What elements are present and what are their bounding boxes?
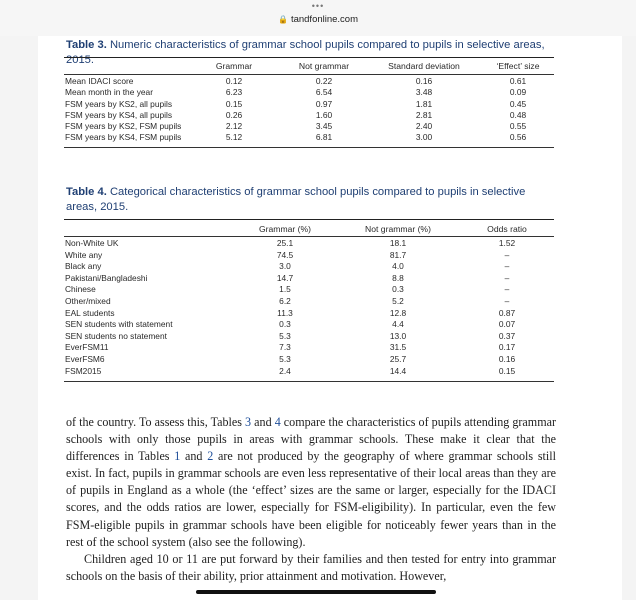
table3-col-std-dev: Standard deviation <box>388 61 460 71</box>
table-cell: 0.48 <box>509 109 527 120</box>
table-cell: 5.2 <box>392 295 404 306</box>
table-cell: 1.60 <box>315 109 333 120</box>
table-row <box>64 238 554 250</box>
table-cell: 6.81 <box>315 132 333 143</box>
row-label: FSM2015 <box>65 365 102 376</box>
table-cell: 0.12 <box>225 76 243 86</box>
row-label: Mean month in the year <box>65 87 153 98</box>
table-row <box>64 99 554 110</box>
p1-text-c: compare the characteristics of pupils attending grammar schools with only those pupils in areas with grammar schools. These make it clear that the differences in Tables <box>66 415 557 464</box>
paragraph-1 <box>66 414 556 551</box>
table-cell: 0.45 <box>509 98 527 109</box>
p1-text-a: of the country. To assess this, Tables <box>66 415 246 429</box>
table-row <box>64 366 554 378</box>
table3-header <box>64 61 554 74</box>
table-cell: 3.0 <box>279 261 291 272</box>
table-cell: 3.48 <box>415 87 433 98</box>
table-cell: 4.0 <box>392 261 404 272</box>
table4-col-grammar: Grammar (%) <box>258 224 312 234</box>
table-row <box>64 121 554 132</box>
row-label: EverFSM11 <box>65 342 109 353</box>
table-row <box>64 342 554 354</box>
table-cell: 4.4 <box>392 319 404 330</box>
table-cell: 2.81 <box>415 109 433 120</box>
p1-text-d: and <box>180 449 208 464</box>
table-row <box>64 273 554 285</box>
table-cell: 2.4 <box>279 365 291 376</box>
table-row <box>64 319 554 331</box>
table-cell: 5.12 <box>225 132 243 143</box>
table-cell: 0.15 <box>498 365 516 376</box>
table-cell: 0.55 <box>509 121 527 132</box>
table-row <box>64 261 554 273</box>
table-cell: – <box>504 284 510 295</box>
table-cell: 31.5 <box>389 342 407 353</box>
table-row <box>64 354 554 366</box>
table3-header-rule <box>64 74 554 75</box>
table-cell: 6.2 <box>279 295 291 306</box>
table-cell: 5.3 <box>279 353 291 364</box>
table-2-link[interactable]: 2 <box>207 449 214 464</box>
table-row <box>64 110 554 121</box>
url-text: tandfonline.com <box>290 14 359 25</box>
table-cell: 11.3 <box>277 307 293 318</box>
table-cell: – <box>504 261 510 272</box>
table-cell: 0.37 <box>498 330 516 341</box>
table-cell: 0.15 <box>225 98 243 109</box>
table3-bottom-rule <box>64 147 554 148</box>
table4-title: Categorical characteristics of grammar school pupils compared to pupils in selective areas, 2015. <box>66 186 526 213</box>
table-cell: 0.09 <box>509 87 527 98</box>
row-label: Mean IDACI score <box>65 76 134 86</box>
row-label: Black any <box>65 261 102 272</box>
table4-col-odds-ratio: Odds ratio <box>487 224 527 234</box>
table-cell: 25.7 <box>389 353 407 364</box>
table3-title: Numeric characteristics of grammar school pupils compared to pupils in selective areas, 2015. <box>66 39 545 66</box>
table-cell: – <box>504 249 510 260</box>
table-row <box>64 132 554 143</box>
row-label: Other/mixed <box>65 295 111 306</box>
table4-bottom-rule <box>64 381 554 382</box>
article-body <box>66 414 556 585</box>
table3-col-effect-size: ‘Effect’ size <box>496 61 540 71</box>
table-cell: 0.97 <box>315 98 333 109</box>
table-cell: 0.26 <box>225 109 243 120</box>
table4-label: Table 4. <box>66 186 107 198</box>
browser-menu-dots[interactable]: ••• <box>311 1 325 11</box>
table3-label: Table 3. <box>66 39 107 51</box>
table-cell: 18.1 <box>389 238 407 248</box>
table-cell: 6.54 <box>315 87 333 98</box>
table-1-link[interactable]: 1 <box>174 449 181 464</box>
row-label: Non-White UK <box>65 238 119 248</box>
table-row <box>64 250 554 262</box>
row-label: FSM years by KS2, FSM pupils <box>65 121 182 132</box>
table4-col-not-grammar: Not grammar (%) <box>365 224 431 234</box>
table-row <box>64 87 554 98</box>
row-label: SEN students with statement <box>65 319 173 330</box>
table-cell: 0.87 <box>498 307 516 318</box>
table-cell: 3.00 <box>415 132 433 143</box>
table-row <box>64 296 554 308</box>
table-cell: 0.22 <box>315 76 333 86</box>
table3-top-rule <box>64 57 554 58</box>
table-row <box>64 284 554 296</box>
table-cell: 1.5 <box>279 284 291 295</box>
paragraph-2: Children aged 10 or 11 are put forward by their families and then tested for entry into grammar schools on the basis of their ability, prior attainment and motivation. However, <box>66 551 556 583</box>
row-label: White any <box>65 249 103 260</box>
table-4-link[interactable]: 4 <box>274 415 281 429</box>
table-row <box>64 331 554 343</box>
table-cell: 0.3 <box>392 284 404 295</box>
table-cell: 1.81 <box>415 98 433 109</box>
table-cell: 7.3 <box>279 342 291 353</box>
table-cell: – <box>504 272 510 283</box>
lock-icon: 🔒 <box>277 15 288 24</box>
row-label: FSM years by KS4, all pupils <box>65 109 173 120</box>
table-cell: 0.16 <box>415 76 433 86</box>
home-indicator[interactable] <box>196 590 436 594</box>
table-3-link[interactable]: 3 <box>245 415 252 429</box>
p1-text-b: and <box>251 415 275 429</box>
table-cell: 12.8 <box>389 307 407 318</box>
row-label: EAL students <box>65 307 115 318</box>
table4-body <box>64 238 554 377</box>
row-label: Pakistani/Bangladeshi <box>65 272 148 283</box>
row-label: SEN students no statement <box>65 330 167 341</box>
table4-top-rule <box>64 219 554 220</box>
table4-header-rule <box>64 236 554 237</box>
table-cell: 6.23 <box>225 87 243 98</box>
table-cell: 14.4 <box>389 365 407 376</box>
table-cell: 2.40 <box>415 121 433 132</box>
table-row <box>64 76 554 87</box>
right-margin <box>622 36 636 600</box>
table3-body <box>64 76 554 144</box>
table-cell: 0.07 <box>498 319 516 330</box>
table-cell: 0.61 <box>509 76 527 86</box>
table-cell: 1.52 <box>498 238 516 248</box>
table-row <box>64 308 554 320</box>
browser-address-bar <box>0 0 636 36</box>
table-cell: 25.1 <box>276 238 294 248</box>
table-cell: 74.5 <box>276 249 294 260</box>
table-cell: 8.8 <box>392 272 404 283</box>
table-cell: 0.3 <box>279 319 291 330</box>
table-cell: 13.0 <box>389 330 407 341</box>
p1-text-e: are not produced by the geography of where grammar schools still exist. In fact, pupils in grammar schools are even less representative of their local areas than they are of pupils in England as a whole (the ‘effect’ sizes are the same or larger, especially for the IDACI scores, and the odds ratios are lower, especially for FSM-eligibility). In particular, even the few FSM-eligible pupils in grammar schools have been eligible for noticeably fewer years than in the rest of the school system (also see the following). <box>66 449 556 549</box>
table3-col-grammar: Grammar <box>215 61 253 71</box>
table-cell: 0.16 <box>498 353 516 364</box>
table-cell: 3.45 <box>315 121 333 132</box>
left-margin <box>0 36 38 600</box>
url-display[interactable] <box>0 14 636 25</box>
table-cell: 0.17 <box>498 342 516 353</box>
table-cell: 14.7 <box>276 272 294 283</box>
row-label: FSM years by KS2, all pupils <box>65 98 173 109</box>
table-cell: 2.12 <box>225 121 243 132</box>
row-label: FSM years by KS4, FSM pupils <box>65 132 182 143</box>
row-label: Chinese <box>65 284 96 295</box>
table-cell: 5.3 <box>279 330 291 341</box>
table-cell: 81.7 <box>389 249 407 260</box>
table-cell: 0.56 <box>509 132 527 143</box>
row-label: EverFSM6 <box>65 353 105 364</box>
table4-caption <box>66 185 556 214</box>
table3-col-not-grammar: Not grammar <box>298 61 350 71</box>
table-cell: – <box>504 295 510 306</box>
